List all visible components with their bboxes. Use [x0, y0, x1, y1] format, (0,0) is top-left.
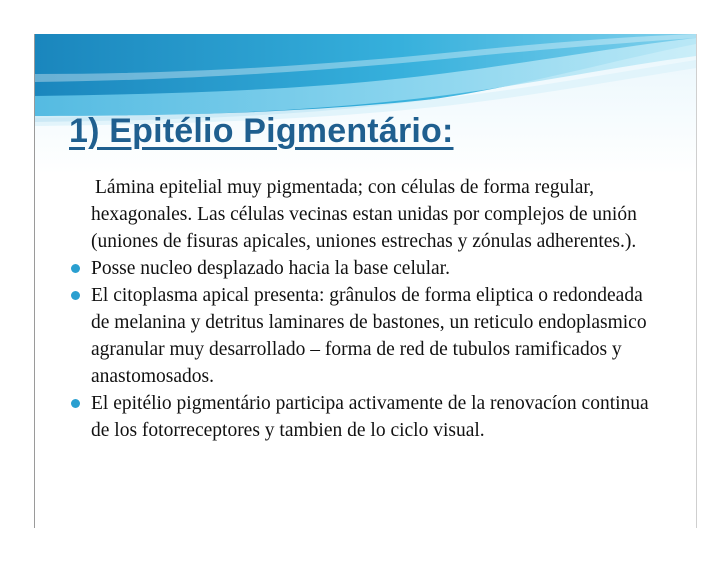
slide [34, 34, 697, 528]
header-wave-banner [35, 34, 696, 174]
bullet-item [69, 255, 659, 282]
bullet-icon [71, 264, 80, 273]
bullet-item [69, 390, 659, 444]
bullet-text: El citoplasma apical presenta: grânulos de forma eliptica o redondeada de melanina y detritus laminares de bastones, un reticulo endoplasmico agranular muy desarrollado – forma de red de tubulos ramificados y anastomosados. [91, 285, 647, 387]
bullet-icon [71, 399, 80, 408]
slide-body [69, 174, 659, 444]
bullet-icon [71, 291, 80, 300]
bullet-text: El epitélio pigmentário participa activamente de la renovacíon continua de los fotorreceptores y tambien de lo ciclo visual. [91, 393, 649, 441]
slide-title: 1) Epitélio Pigmentário: [69, 112, 454, 150]
intro-paragraph: Lámina epitelial muy pigmentada; con células de forma regular, hexagonales. Las células vecinas estan unidas por complejos de unión (uniones de fisuras apicales, uniones estrechas y zónulas adherentes.). [91, 177, 637, 252]
bullet-item [69, 282, 659, 390]
bullet-text: Posse nucleo desplazado hacia la base celular. [91, 258, 450, 279]
